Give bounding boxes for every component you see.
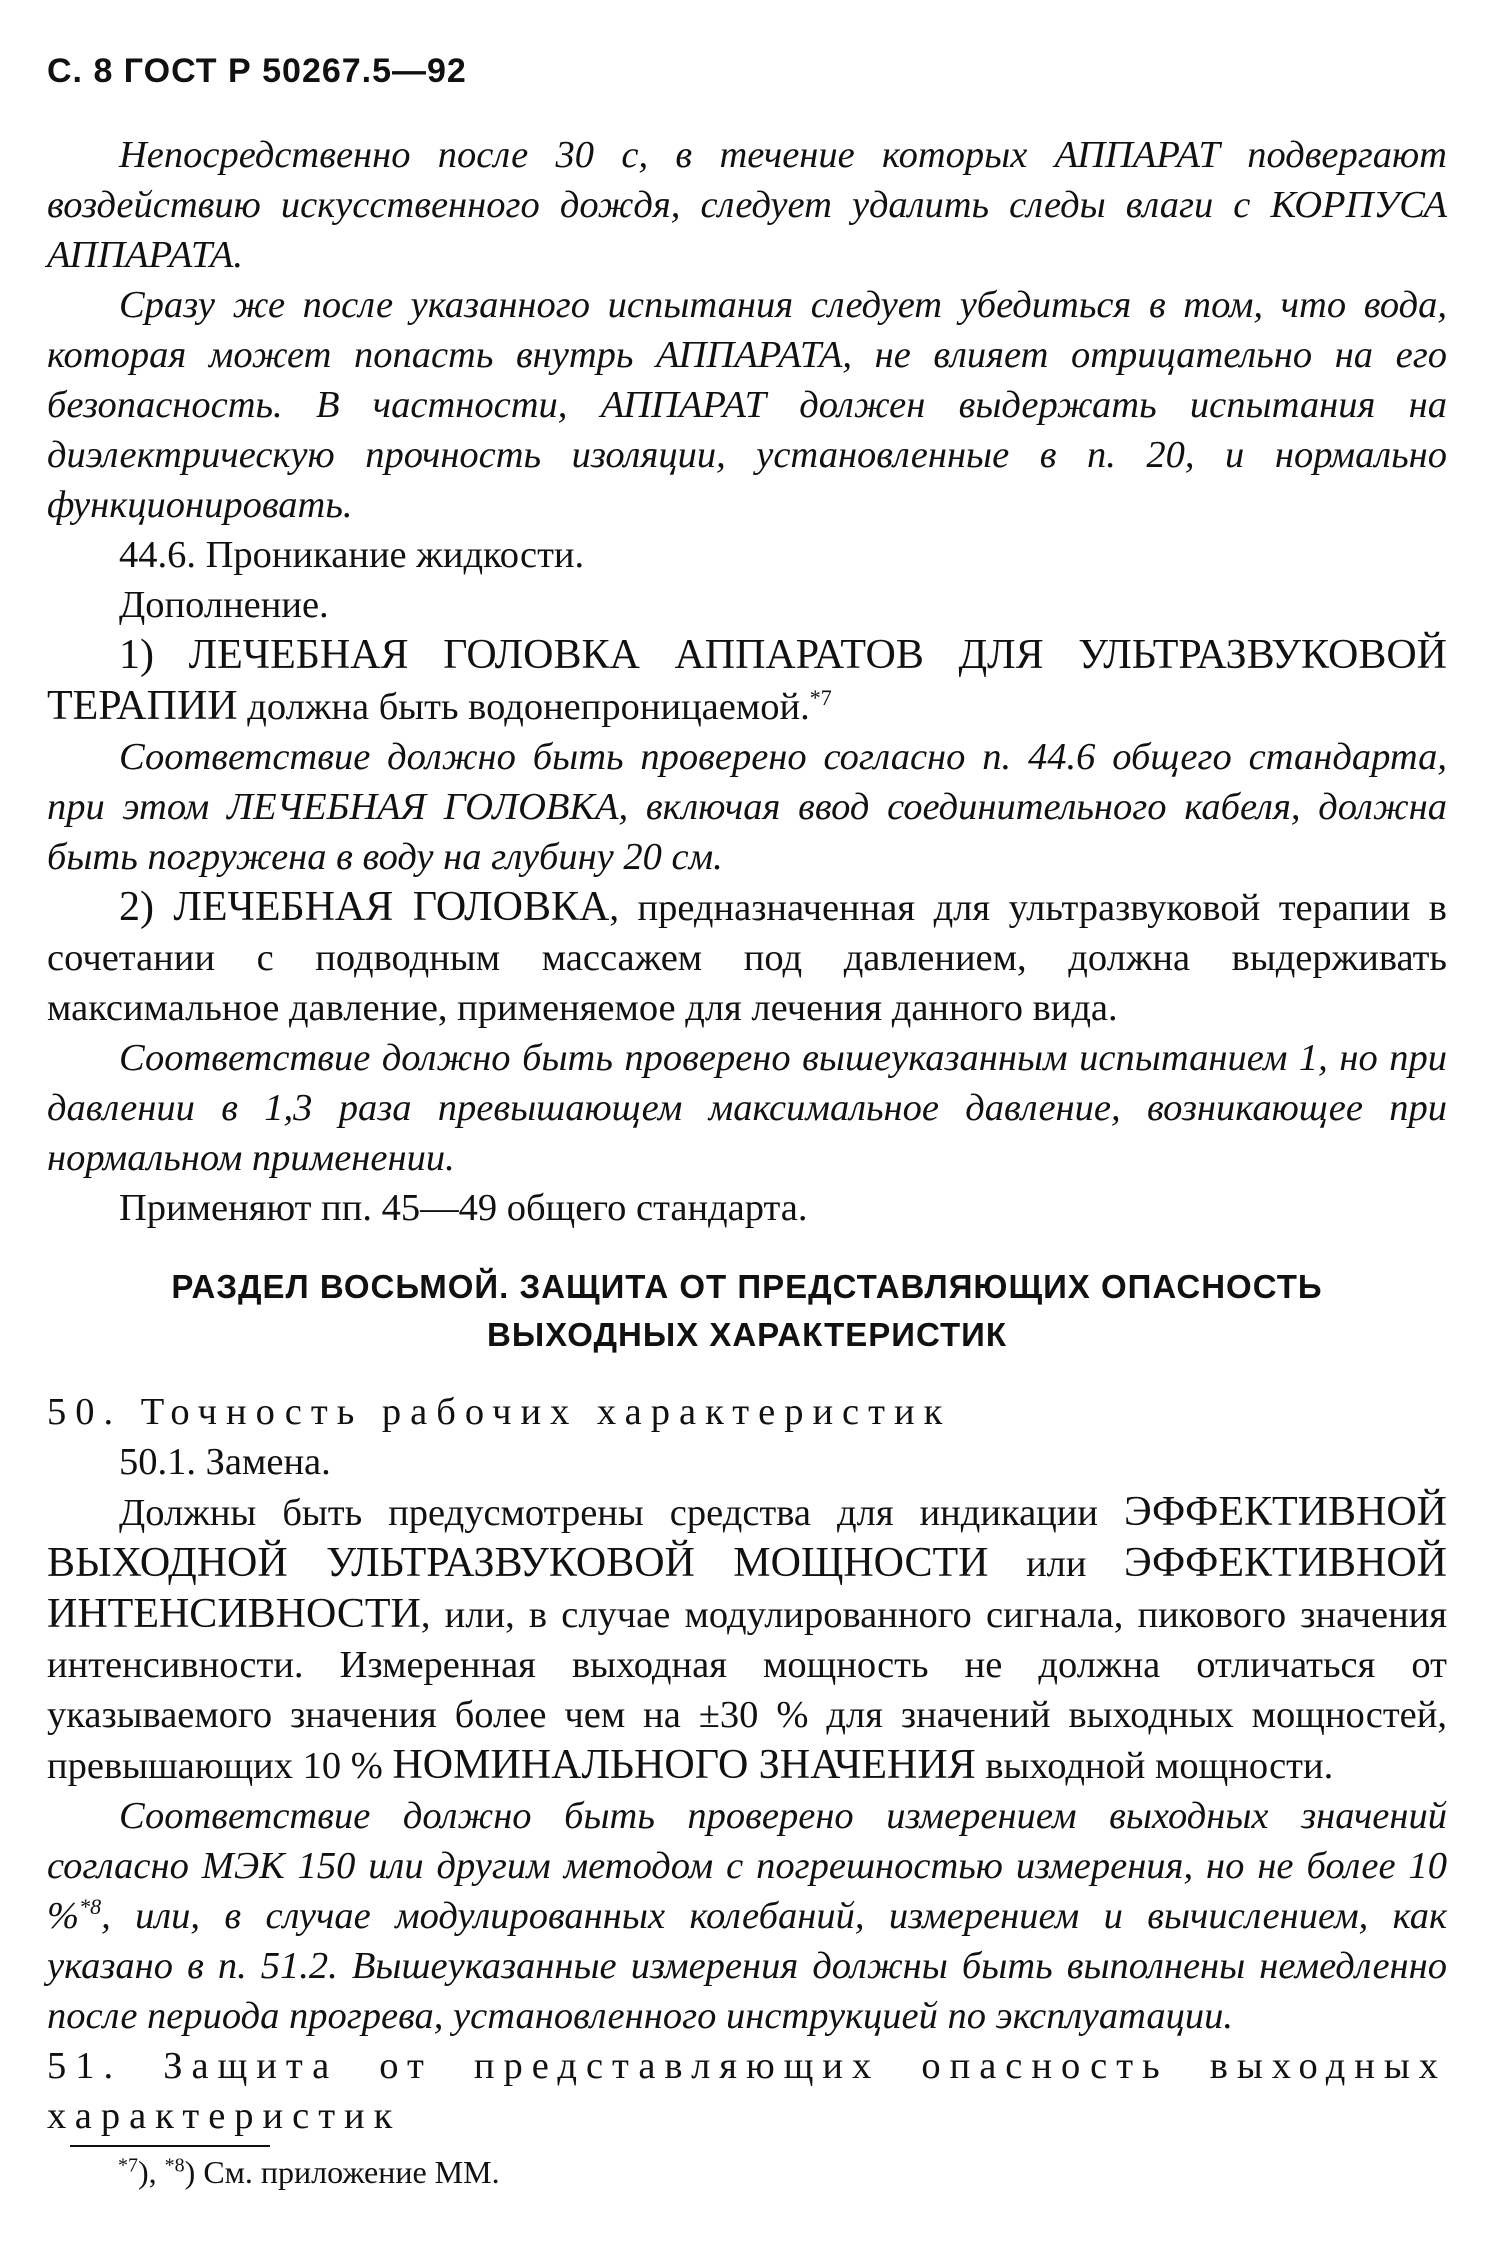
section-title-line-2: ВЫХОДНЫХ ХАРАКТЕРИСТИК xyxy=(486,1316,1008,1353)
page-header: С. 8 ГОСТ Р 50267.5—92 xyxy=(47,52,467,90)
item-1-rest: должна быть водонепроницаемой. xyxy=(237,686,810,728)
item-1 xyxy=(47,630,1447,732)
clause-50-compliance-part-2: , или, в случае модулированных колебаний, измерением и вычислением, как указано в п. 51.2. Вышеуказанные измерения должны быть выполнены немедленно после периода прогрева, установленного инструкцией по эксплуатации. xyxy=(47,1895,1447,2037)
section-title-line-1: РАЗДЕЛ ВОСЬМОЙ. ЗАЩИТА ОТ ПРЕДСТАВЛЯЮЩИХ ОПАСНОСТЬ xyxy=(171,1268,1323,1305)
clause-44-6-addition: Дополнение. xyxy=(119,584,329,626)
clause-50-title: 50. Точность рабочих характеристик xyxy=(47,1391,952,1433)
clause-50-1-text-part-1: Должны быть предусмотрены средства для индикации xyxy=(119,1492,1125,1534)
clause-50-1-title: 50.1. Замена. xyxy=(119,1441,331,1483)
footnote-ref-8: *8 xyxy=(79,1894,102,1920)
clause-50-1-caps-2: ЭФФЕКТИВНОЙ ИНТЕНСИВНОСТИ xyxy=(47,1540,1447,1637)
clause-50-1-text-part-4: выходной мощности. xyxy=(975,1745,1334,1787)
footnote-divider xyxy=(70,2145,270,2147)
item-2-rest: , предназначенная для ультразвуковой терапии в сочетании с подводным массажем под давлением, должна выдерживать максимальное давление, применяемое для лечения данного вида. xyxy=(47,887,1447,1029)
clause-50-1-text xyxy=(47,1487,1447,1791)
clause-50-1-caps-3: НОМИНАЛЬНОГО ЗНАЧЕНИЯ xyxy=(392,1742,976,1788)
footnote-marker-8: *8 xyxy=(164,2154,185,2177)
paragraph-after-rain-test: Непосредственно после 30 с, в течение которых АППАРАТ подвергают воздействию искусственного дождя, следует удалить следы влаги с КОРПУСА АППАРАТА. xyxy=(47,134,1447,276)
item-2 xyxy=(47,882,1447,1033)
clause-50-compliance xyxy=(47,1791,1447,2041)
clause-44-6-title: 44.6. Проникание жидкости. xyxy=(119,534,585,576)
footnote-marker-7: *7 xyxy=(118,2154,138,2177)
footnote-ref-7: *7 xyxy=(809,685,832,711)
clause-50-compliance-part-1: Соответствие должно быть проверено измерением выходных значений согласно МЭК 150 или другим методом с погрешностью измерения, но не более 10 % xyxy=(47,1795,1447,1937)
document-body xyxy=(47,130,1447,2141)
item-2-compliance: Соответствие должно быть проверено вышеуказанным испытанием 1, но при давлении в 1,3 раза превышающем максимальное давление, возникающее при нормальном применении. xyxy=(47,1037,1447,1179)
section-title xyxy=(77,1263,1417,1359)
clause-50-1-text-part-2: или xyxy=(988,1543,1125,1585)
clause-50-1-text-part-3: , или, в случае модулированного сигнала, пикового значения интенсивности. Измеренная выходная мощность не должна отличаться от указываемого значения более чем на ±30 % для значений выходных мощностей, превышающих 10 % xyxy=(47,1594,1447,1787)
clause-51-title: 51. Защита от представляющих опасность выходных характеристик xyxy=(47,2045,1447,2137)
item-1-caps: 1) ЛЕЧЕБНАЯ ГОЛОВКА АППАРАТОВ ДЛЯ УЛЬТРАЗВУКОВОЙ ТЕРАПИИ xyxy=(47,632,1447,729)
apply-clauses-text: Применяют пп. 45—49 общего стандарта. xyxy=(119,1187,808,1229)
footnote: $^{*7}$), $^{*8}$) См. приложение ММ. xyxy=(118,2154,500,2190)
paragraph-water-ingress-check: Сразу же после указанного испытания следует убедиться в том, что вода, которая может попасть внутрь АППАРАТА, не влияет отрицательно на его безопасность. В частности, АППАРАТ должен выдержать испытания на диэлектрическую прочность изоляции, установленные в п. 20, и нормально функционировать. xyxy=(47,284,1447,526)
clause-50-1-caps-1: ЭФФЕКТИВНОЙ ВЫХОДНОЙ УЛЬТРАЗВУКОВОЙ МОЩНОСТИ xyxy=(47,1489,1447,1586)
item-1-compliance: Соответствие должно быть проверено согласно п. 44.6 общего стандарта, при этом ЛЕЧЕБНАЯ ГОЛОВКА, включая ввод соединительного кабеля, должна быть погружена в воду на глубину 20 см. xyxy=(47,736,1447,878)
item-2-caps: 2) ЛЕЧЕБНАЯ ГОЛОВКА xyxy=(119,884,610,930)
footnote-text: См. приложение ММ. xyxy=(195,2154,500,2190)
